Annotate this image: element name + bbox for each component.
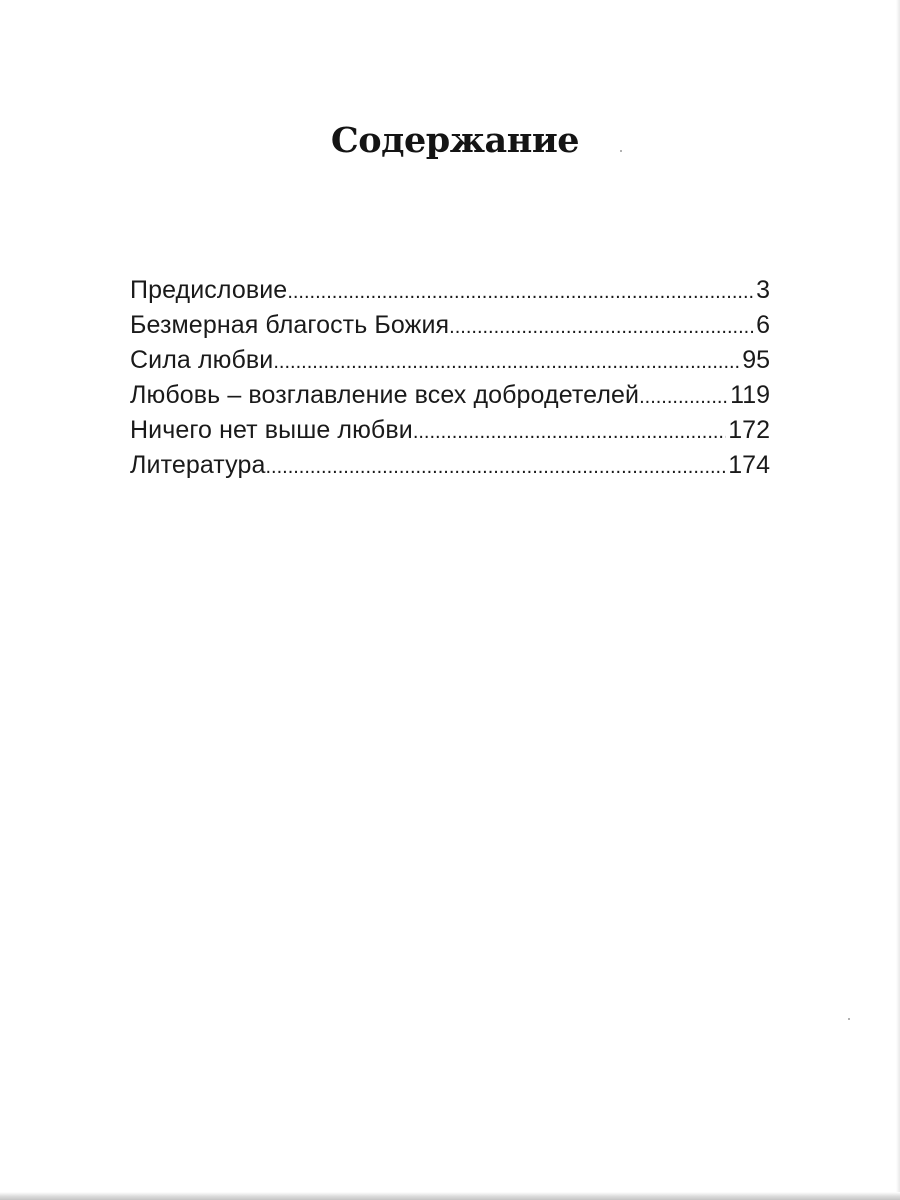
toc-entry-page: 95 (742, 346, 770, 374)
toc-entry (130, 381, 770, 416)
toc-entry-page: 174 (728, 451, 770, 479)
toc-entry-title: Любовь – возглавление всех добродетелей (130, 381, 640, 409)
toc-entry-page: 119 (730, 381, 770, 409)
toc-entry-title: Ничего нет выше любви (130, 416, 413, 444)
dot-leader (265, 456, 726, 479)
toc-entry-page: 172 (728, 416, 770, 444)
toc-entry-title: Безмерная благость Божия (130, 311, 450, 339)
toc-entry-page: 6 (756, 311, 770, 339)
paper-speck (848, 1018, 850, 1020)
dot-leader (273, 351, 740, 374)
toc-entry-title: Сила любви (130, 346, 274, 374)
dot-leader (639, 386, 728, 409)
table-of-contents (130, 276, 770, 486)
toc-entry-title: Литература (130, 451, 266, 479)
toc-entry (130, 451, 770, 486)
page-edge-shadow (896, 0, 900, 1200)
toc-entry-title: Предисловие (130, 276, 288, 304)
dot-leader (413, 421, 726, 444)
toc-entry (130, 311, 770, 346)
toc-entry (130, 346, 770, 381)
toc-entry (130, 276, 770, 311)
dot-leader (287, 281, 754, 304)
toc-entry (130, 416, 770, 451)
page-title: Содержание (330, 120, 580, 161)
toc-entry-page: 3 (756, 276, 770, 304)
dot-leader (449, 316, 754, 339)
page-edge-shadow (0, 1192, 900, 1200)
